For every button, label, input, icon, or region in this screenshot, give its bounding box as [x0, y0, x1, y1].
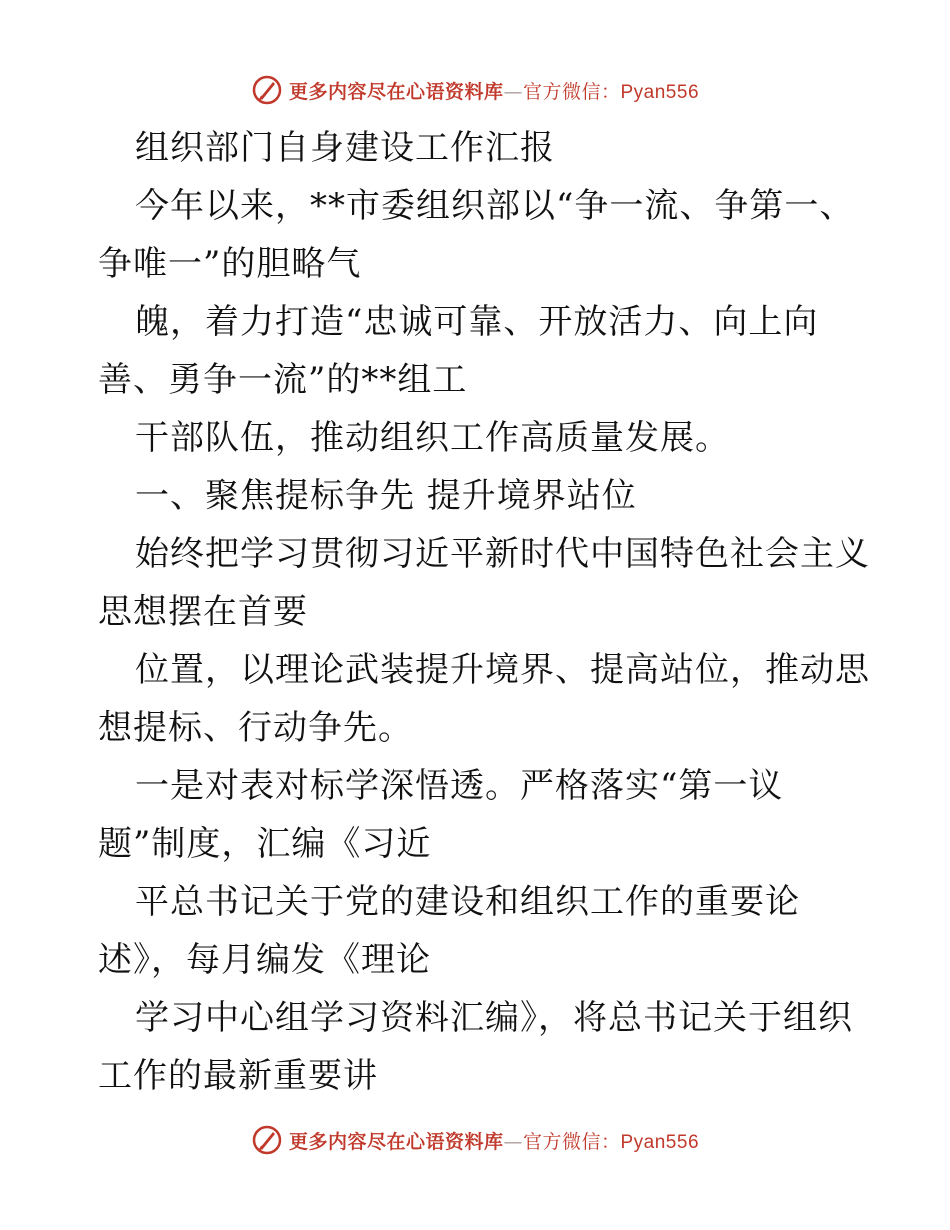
- paragraph-line: 始终把学习贯彻习近平新时代中国特色社会主义: [135, 534, 870, 574]
- feather-pen-logo-icon: [251, 74, 283, 106]
- header-banner: [0, 70, 950, 110]
- paragraph-line: 今年以来，**市委组织部以“争一流、争第一、: [135, 186, 855, 226]
- document-title: 组织部门自身建设工作汇报: [135, 128, 555, 168]
- paragraph-line: 工作的最新重要讲: [98, 1056, 378, 1096]
- paragraph-line: 一是对表对标学深悟透。严格落实“第一议: [135, 766, 784, 806]
- paragraph-line: 平总书记关于党的建设和组织工作的重要论: [135, 882, 800, 922]
- banner-dash: —: [503, 1130, 523, 1153]
- paragraph-line: 思想摆在首要: [98, 592, 308, 632]
- banner-wechat-id: Pyan556: [620, 81, 700, 103]
- paragraph-line: 题”制度，汇编《习近: [98, 824, 432, 864]
- paragraph-line: 学习中心组学习资料汇编》，将总书记关于组织: [135, 998, 853, 1038]
- paragraph-line: 述》，每月编发《理论: [98, 940, 431, 980]
- banner-library-text: 更多内容尽在心语资料库: [288, 80, 504, 103]
- banner-wechat-id: Pyan556: [620, 1131, 700, 1153]
- paragraph-line: 位置，以理论武装提升境界、提高站位，推动思: [135, 650, 870, 690]
- document-body: [98, 119, 870, 1105]
- paragraph-line: 善、勇争一流”的**组工: [98, 360, 468, 400]
- paragraph-line: 想提标、行动争先。: [98, 708, 413, 748]
- banner-text: [289, 77, 699, 104]
- paragraph-line: 干部队伍，推动组织工作高质量发展。: [135, 418, 730, 458]
- banner-wechat-label: 官方微信：: [522, 80, 621, 103]
- paragraph-line: 魄，着力打造“忠诚可靠、开放活力、向上向: [135, 302, 819, 342]
- paragraph-line: 争唯一”的胆略气: [98, 244, 362, 284]
- banner-wechat-label: 官方微信：: [522, 1130, 621, 1153]
- feather-pen-logo-icon: [251, 1124, 283, 1156]
- banner-dash: —: [503, 80, 523, 103]
- footer-banner: [0, 1120, 950, 1160]
- banner-library-text: 更多内容尽在心语资料库: [288, 1130, 504, 1153]
- section-heading: 一、聚焦提标争先 提升境界站位: [135, 476, 637, 516]
- banner-text: [289, 1127, 699, 1154]
